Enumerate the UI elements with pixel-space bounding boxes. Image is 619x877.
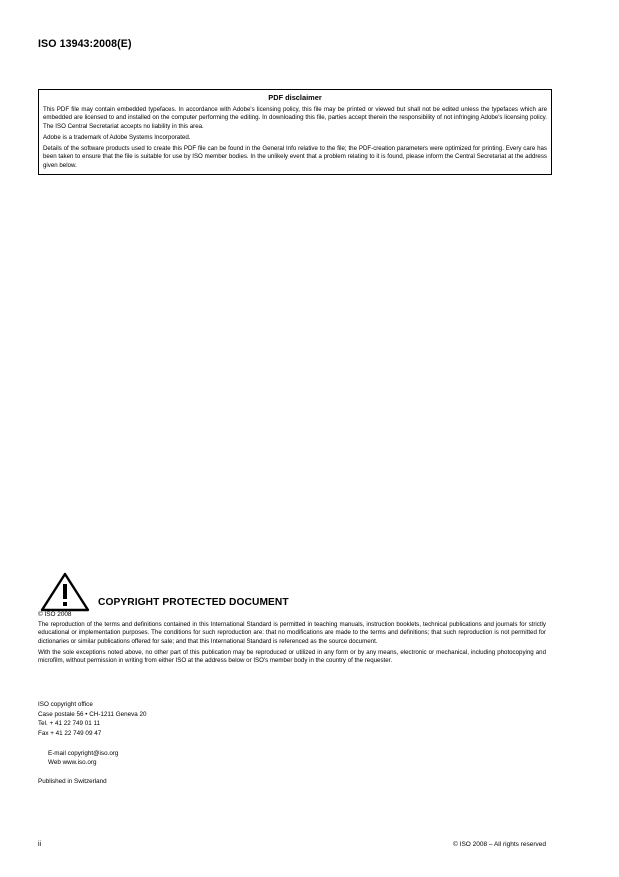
footer-rights: © ISO 2008 – All rights reserved bbox=[453, 841, 546, 848]
disclaimer-paragraph: Details of the software products used to create this PDF file can be found in the General Info relative to the file; the PDF-creation parameters were optimized for printing. Every care has been taken to ensure that the file is suitable for use by ISO member bodies. In the unlikely event that a problem relating to it is found, please inform the Central Secretariat at the address given below. bbox=[43, 145, 547, 169]
copyright-title: COPYRIGHT PROTECTED DOCUMENT bbox=[98, 597, 289, 608]
contact-block bbox=[38, 700, 147, 787]
web-link[interactable]: Web www.iso.org bbox=[48, 759, 97, 767]
document-id: ISO 13943:2008(E) bbox=[38, 38, 132, 50]
copyright-paragraph: The reproduction of the terms and definitions contained in this International Standard is permitted in teaching manuals, instruction booklets, technical publications and journals for strictly educational or implementation purposes. The conditions for such reproduction are: that no modifications are made to the terms and definitions; that such reproduction is not permitted for dictionaries or similar publications offered for sale; and that this International Standard is referenced as the source document. bbox=[38, 621, 546, 645]
email-link[interactable]: E-mail copyright@iso.org bbox=[48, 750, 119, 758]
telephone: Tel. + 41 22 749 01 11 bbox=[38, 720, 101, 728]
disclaimer-paragraph: Adobe is a trademark of Adobe Systems Incorporated. bbox=[43, 133, 191, 141]
fax: Fax + 41 22 749 09 47 bbox=[38, 729, 102, 737]
copyright-body bbox=[38, 621, 546, 668]
published-location: Published in Switzerland bbox=[38, 778, 107, 786]
pdf-disclaimer-box bbox=[38, 89, 552, 175]
disclaimer-paragraph: This PDF file may contain embedded typefaces. In accordance with Adobe's licensing policy, this file may be printed or viewed but shall not be edited unless the typefaces which are embedded are licensed to and installed on the computer performing the editing. In downloading this file, parties accept therein the responsibility of not infringing Adobe's licensing policy. The ISO Central Secretariat accepts no liability in this area. bbox=[43, 106, 547, 130]
warning-icon bbox=[38, 572, 92, 612]
postal-address: Case postale 56 • CH-1211 Geneva 20 bbox=[38, 710, 147, 718]
online-contact bbox=[38, 749, 147, 767]
iso-year-notice: © ISO 2008 bbox=[38, 611, 72, 618]
page-number: ii bbox=[38, 841, 42, 848]
copyright-paragraph: With the sole exceptions noted above, no other part of this publication may be reproduced or utilized in any form or by any means, electronic or mechanical, including photocopying and microfilm, without permission in writing from either ISO at the address below or ISO's member body in the country of the requester. bbox=[38, 648, 546, 665]
disclaimer-title: PDF disclaimer bbox=[268, 93, 322, 102]
copyright-office: ISO copyright office bbox=[38, 701, 93, 708]
